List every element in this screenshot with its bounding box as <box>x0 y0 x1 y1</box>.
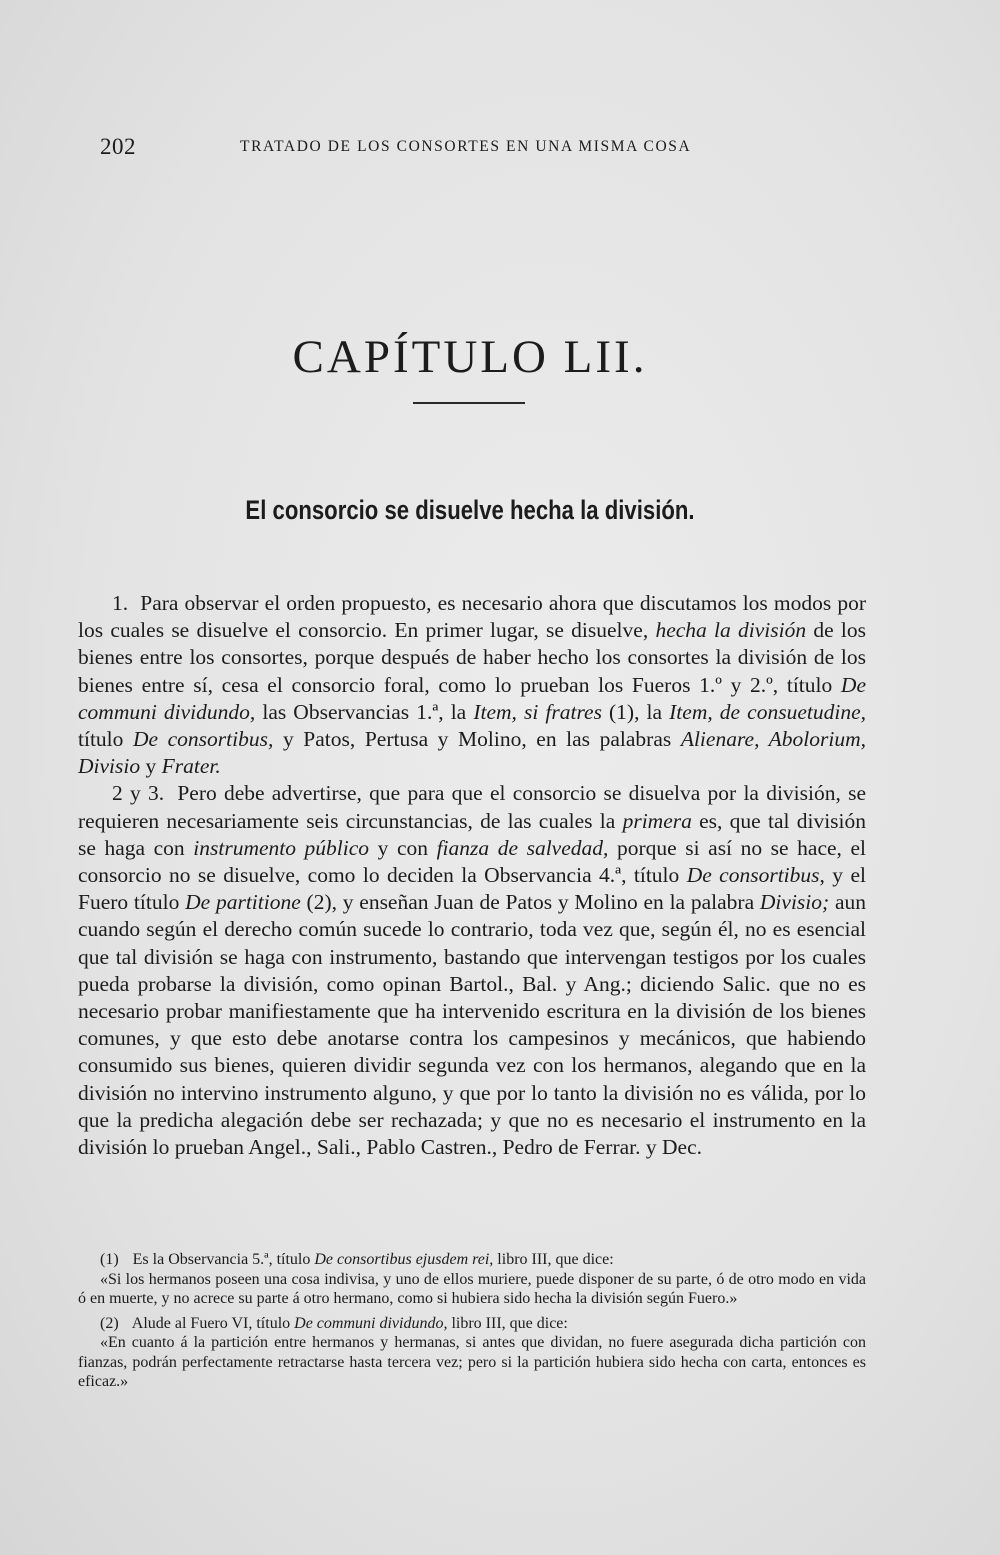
italic-text: Frater. <box>161 754 221 779</box>
italic-text: De consortibus <box>686 863 820 888</box>
italic-text: instrumento público <box>193 835 370 860</box>
text-run: , y el Fuero título <box>78 863 866 915</box>
paragraph-number: 1. <box>112 591 129 615</box>
footnote-2-heading <box>78 1314 866 1334</box>
text-run: de los bienes entre los consortes, porque después de haber hecho los consortes la división de los bienes entre sí, cesa el consorcio foral, como lo prueban los Fueros 1.º y 2.º, título <box>78 618 866 697</box>
text-run: libro III, que dice: <box>493 1251 614 1268</box>
italic-text: De communi dividundo, <box>294 1314 448 1332</box>
text-run: es, que tal división se haga con <box>78 808 867 860</box>
italic-text: Item, si fratres <box>473 699 602 724</box>
text-run: y con <box>369 835 437 860</box>
text-run: título <box>78 727 133 752</box>
title-rule <box>413 402 525 404</box>
running-head <box>100 134 720 162</box>
paragraph-2 <box>78 780 866 1161</box>
text-run: Alude al Fuero VI, título <box>131 1314 295 1332</box>
italic-text: hecha la división <box>655 618 807 643</box>
italic-text: De partitione <box>185 890 301 915</box>
footnote-1-heading <box>78 1250 866 1270</box>
paragraph-body <box>78 781 866 1159</box>
italic-text: fianza de salvedad, <box>436 835 609 860</box>
text-run: Pero debe advertirse, que para que el consorcio se disuelva por la división, se requieren necesariamente seis circunstancias, de las cuales la <box>78 781 866 833</box>
text-run: y Patos, Pertusa y Molino, en las palabras <box>273 727 681 752</box>
footnotes <box>78 1250 866 1392</box>
section-title: El consorcio se disuelve hecha la división. <box>245 495 695 525</box>
italic-text: Alienare, Abolorium, Divisio <box>78 727 866 779</box>
footnote-mark: (2) <box>100 1314 119 1332</box>
text-run: porque si así no se hace, el consorcio no se disuelve, como lo deciden la Observancia 4.ª, título <box>78 835 867 888</box>
paragraph-number: 2 y 3. <box>112 781 165 806</box>
running-title: TRATADO DE LOS CONSORTES EN UNA MISMA COSA <box>240 138 692 155</box>
text-run: Es la Observancia 5.ª, título <box>132 1251 315 1268</box>
text-run: y <box>140 754 162 779</box>
footnote-heading-text <box>133 1251 614 1268</box>
text-run: libro III, que dice: <box>447 1314 568 1332</box>
italic-text: De consortibus, <box>132 727 274 752</box>
text-run: aun cuando según el derecho común sucede lo contrario, toda vez que, según él, no es esencial que tal división se haga con instrumento, bastando que intervengan testigos por los cuales pueda probarse la división, como opinan Bartol., Bal. y Ang.; diciendo Salic. que no es necesario probar manifiestamente que ha intervenido escritura en la división de los bienes comunes, y que esto debe anotarse contra los campesinos y mecánicos, que habiendo consumido sus bienes, quieren dividir segunda vez con los hermanos, alegando que en la división no intervino instrumento alguno, y que por lo tanto la división no es válida, por lo que la predicha alegación debe ser rechazada; y que no es necesario el instrumento en la división lo prueban Angel., Sali., Pablo Castren., Pedro de Ferrar. y Dec. <box>78 890 867 1160</box>
page-number: 202 <box>100 134 136 159</box>
chapter-title: CAPÍTULO LII. <box>292 331 648 383</box>
text-run: Para observar el orden propuesto, es necesario ahora que discutamos los modos por los cuales se disuelve el consorcio. En primer lugar, se disuelve, <box>78 591 867 643</box>
paragraph-1 <box>78 590 866 780</box>
text-run: (1), la <box>601 699 670 724</box>
italic-text: Item, de consuetudine, <box>669 699 866 724</box>
italic-text: Divisio; <box>759 890 830 915</box>
italic-text: De communi dividundo, <box>78 672 866 724</box>
italic-text: primera <box>622 808 692 833</box>
italic-text: De consortibus ejusdem rei, <box>314 1251 494 1268</box>
footnote-1-quote: «Si los hermanos poseen una cosa indivisa, y uno de ellos muriere, puede disponer de su parte, ó de otro modo en vida ó en muerte, y no acrece su parte á otro hermano, como si hubiera sido hecha la división según Fuero.» <box>78 1270 866 1307</box>
paragraph-body <box>78 591 866 778</box>
footnote-heading-text <box>132 1315 568 1332</box>
footnote-mark: (1) <box>100 1251 119 1268</box>
body-text <box>78 590 866 1161</box>
footnote-2-quote: «En cuanto á la partición entre hermanos y hermanas, si antes que dividan, no fuere asegurada dicha partición con fianzas, podrán perfectamente retractarse hasta tercera vez; pero si la partición hubiera sido hecha con carta, entonces es eficaz.» <box>78 1334 866 1390</box>
text-run: (2), y enseñan Juan de Patos y Molino en la palabra <box>300 890 760 915</box>
text-run: las Observancias 1.ª, la <box>255 699 474 724</box>
